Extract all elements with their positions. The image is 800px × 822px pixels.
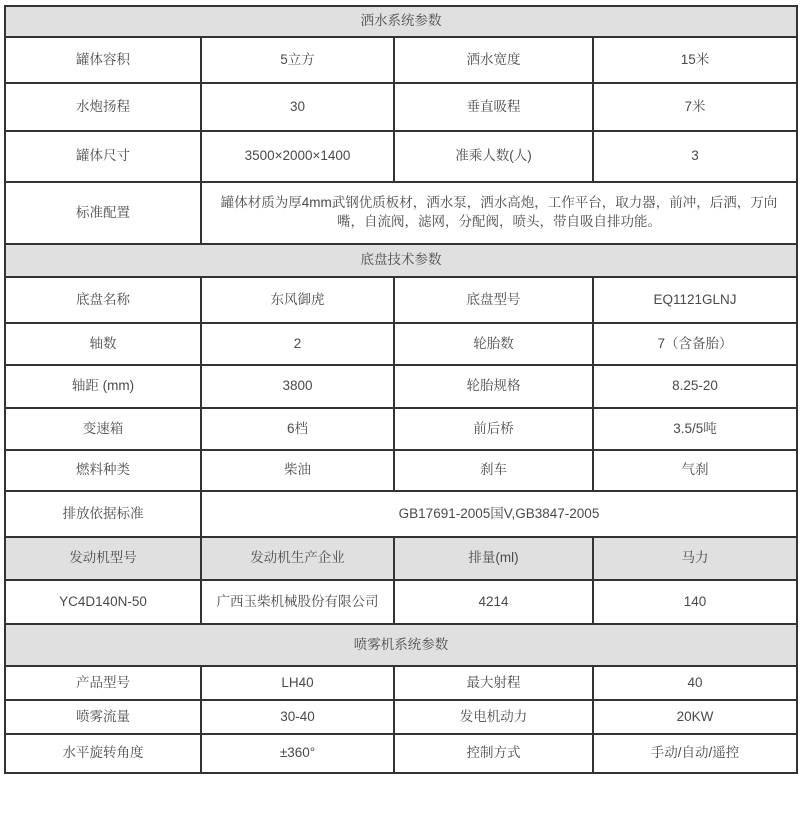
table-row [5,666,797,700]
spec-value: 20KW [593,700,797,734]
spec-label: 水炮扬程 [5,83,201,131]
table-row-standard-config [5,182,797,244]
spec-value: 手动/自动/遥控 [593,734,797,773]
spec-label: 底盘型号 [394,277,593,323]
spec-label: 刹车 [394,450,593,491]
spec-value: 7米 [593,83,797,131]
spec-label: 排放依据标准 [5,491,201,537]
spec-label: 控制方式 [394,734,593,773]
section-header-row-chassis [5,244,797,277]
section-title: 底盘技术参数 [5,244,797,277]
spec-value: 3 [593,131,797,182]
table-row [5,408,797,450]
column-header: 排量(ml) [394,537,593,580]
spec-label: 轴距 (mm) [5,365,201,408]
table-row [5,83,797,131]
spec-value: 8.25-20 [593,365,797,408]
spec-label: 燃料种类 [5,450,201,491]
spec-value-long: GB17691-2005国V,GB3847-2005 [201,491,797,537]
spec-label: 发电机动力 [394,700,593,734]
spec-value: 4214 [394,580,593,624]
spec-value: ±360° [201,734,394,773]
spec-table [4,5,798,774]
spec-value-long: 罐体材质为厚4mm武钢优质板材，洒水泵，洒水高炮，工作平台，取力器，前冲，后洒，万向嘴，自流阀，滤网，分配阀，喷头，带自吸自排功能。 [201,182,797,244]
column-header: 发动机型号 [5,537,201,580]
spec-label: 垂直吸程 [394,83,593,131]
spec-value: 40 [593,666,797,700]
spec-value: 广西玉柴机械股份有限公司 [201,580,394,624]
section-title: 洒水系统参数 [5,6,797,37]
spec-value: 柴油 [201,450,394,491]
engine-header-row [5,537,797,580]
spec-label: 轴数 [5,323,201,365]
spec-label: 轮胎规格 [394,365,593,408]
spec-value: 气刹 [593,450,797,491]
spec-value: 2 [201,323,394,365]
section-header-row-sprayer [5,624,797,666]
spec-label: 罐体容积 [5,37,201,83]
spec-value: YC4D140N-50 [5,580,201,624]
spec-label: 变速箱 [5,408,201,450]
spec-value: 5立方 [201,37,394,83]
table-row-emission-standard [5,491,797,537]
table-row [5,734,797,773]
spec-value: 30 [201,83,394,131]
spec-label: 产品型号 [5,666,201,700]
spec-value: LH40 [201,666,394,700]
spec-label: 喷雾流量 [5,700,201,734]
spec-value: 30-40 [201,700,394,734]
spec-value: 15米 [593,37,797,83]
spec-label: 标准配置 [5,182,201,244]
section-title: 喷雾机系统参数 [5,624,797,666]
spec-value: 140 [593,580,797,624]
spec-label: 准乘人数(人) [394,131,593,182]
table-row [5,700,797,734]
section-header-row-spray [5,6,797,37]
spec-value: 东风御虎 [201,277,394,323]
spec-label: 洒水宽度 [394,37,593,83]
spec-value: 3800 [201,365,394,408]
spec-label: 水平旋转角度 [5,734,201,773]
spec-label: 轮胎数 [394,323,593,365]
column-header: 发动机生产企业 [201,537,394,580]
table-row [5,365,797,408]
engine-values-row [5,580,797,624]
spec-value: 3.5/5吨 [593,408,797,450]
table-row [5,131,797,182]
spec-value: EQ1121GLNJ [593,277,797,323]
table-row [5,323,797,365]
table-row [5,37,797,83]
spec-value: 6档 [201,408,394,450]
spec-value: 3500×2000×1400 [201,131,394,182]
table-row [5,277,797,323]
spec-label: 最大射程 [394,666,593,700]
column-header: 马力 [593,537,797,580]
spec-label: 底盘名称 [5,277,201,323]
spec-label: 罐体尺寸 [5,131,201,182]
table-row [5,450,797,491]
spec-value: 7（含备胎） [593,323,797,365]
spec-label: 前后桥 [394,408,593,450]
